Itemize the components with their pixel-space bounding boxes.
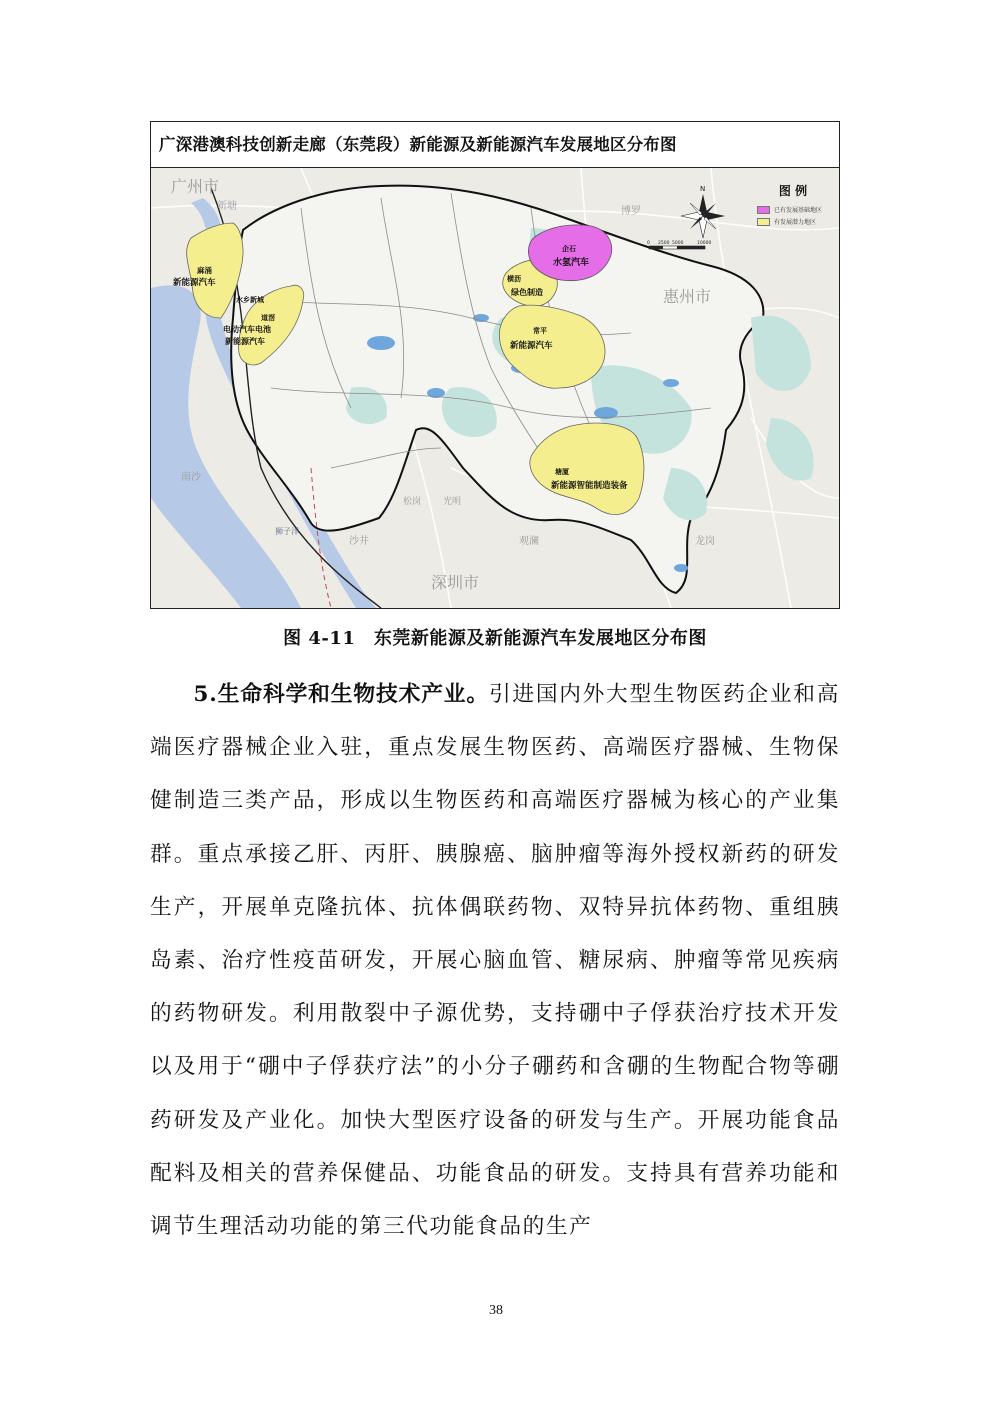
place-xintang: 新塘 (217, 201, 237, 212)
legend-swatch-magenta (757, 206, 770, 214)
label-shuixiang: 水乡新城 (236, 296, 264, 304)
body-text (150, 668, 840, 1253)
place-shajing: 沙井 (349, 536, 369, 547)
section-heading: 5.生命科学和生物技术产业。 (193, 682, 490, 707)
place-boluo: 博罗 (621, 206, 641, 217)
section-body: 引进国内外大型生物医药企业和高端医疗器械企业入驻，重点发展生物医药、高端医疗器械、生物保健制造三类产品，形成以生物医药和高端医疗器械为核心的产业集群。重点承接乙肝、丙肝、胰腺癌、脑肿瘤等海外授权新药的研发生产，开展单克隆抗体、抗体偶联药物、双特异抗体药物、重组胰岛素、治疗性疫苗研发，开展心脑血管、糖尿病、肿瘤等常见疾病的药物研发。利用散裂中子源优势，支持硼中子俘获治疗技术开发以及用于“硼中子俘获疗法”的小分子硼药和含硼的生物配合物等硼药研发及产业化。加快大型医疗设备的研发与生产。开展功能食品配料及相关的营养保健品、功能食品的研发。支持具有营养功能和调节生理活动功能的第三代功能食品的生产 (150, 682, 840, 1240)
legend-swatch-yellow (757, 218, 770, 226)
svg-text:0: 0 (647, 241, 650, 246)
label-qishi-2: 水氢汽车 (553, 258, 590, 268)
section-paragraph (150, 668, 840, 1253)
label-daojiao-2: 电动汽车电池 (223, 325, 271, 334)
place-shenzhen: 深圳市 (431, 573, 480, 592)
label-hengli-1: 横沥 (507, 275, 521, 283)
label-changping-1: 常平 (533, 327, 547, 335)
label-changping-2: 新能源汽车 (510, 341, 553, 351)
label-mayong-1: 麻涌 (197, 266, 212, 275)
place-songgang: 松岗 (403, 497, 422, 507)
place-guanlan: 观澜 (519, 536, 539, 547)
place-shiziyang: 狮子洋 (275, 527, 299, 536)
svg-text:2500: 2500 (658, 241, 670, 246)
place-guangming: 光明 (443, 497, 462, 507)
place-huizhou: 惠州市 (663, 287, 712, 306)
label-tangxia-2: 新能源智能制造装备 (551, 481, 628, 491)
map-legend (747, 182, 839, 226)
label-daojiao-3: 新能源汽车 (225, 337, 265, 346)
label-hengli-2: 绿色制造 (511, 288, 543, 297)
map-figure (150, 121, 840, 609)
figure-caption: 图 4-11 东莞新能源及新能源汽车发展地区分布图 (283, 628, 707, 649)
legend-item-established (757, 205, 839, 214)
svg-text:5000: 5000 (672, 241, 684, 246)
place-guangzhou: 广州市 (171, 177, 220, 196)
label-qishi-1: 企石 (562, 245, 576, 253)
svg-text:10000: 10000 (697, 241, 712, 246)
place-longgang: 龙岗 (695, 536, 715, 547)
label-mayong-2: 新能源汽车 (173, 278, 216, 288)
legend-label-established: 已有发展基础地区 (774, 207, 823, 214)
label-tangxia-1: 塘厦 (555, 468, 569, 476)
legend-label-potential: 有发展潜力地区 (774, 219, 817, 226)
page-number: 38 (489, 1303, 503, 1318)
legend-title: 图 例 (778, 184, 808, 198)
svg-text:N: N (700, 185, 706, 193)
label-daojiao-1: 道滘 (261, 314, 275, 322)
map-title: 广深港澳科技创新走廊（东莞段）新能源及新能源汽车发展地区分布图 (151, 122, 839, 168)
map-image (151, 168, 839, 608)
place-nansha: 南沙 (181, 472, 201, 483)
legend-item-potential (757, 217, 839, 226)
